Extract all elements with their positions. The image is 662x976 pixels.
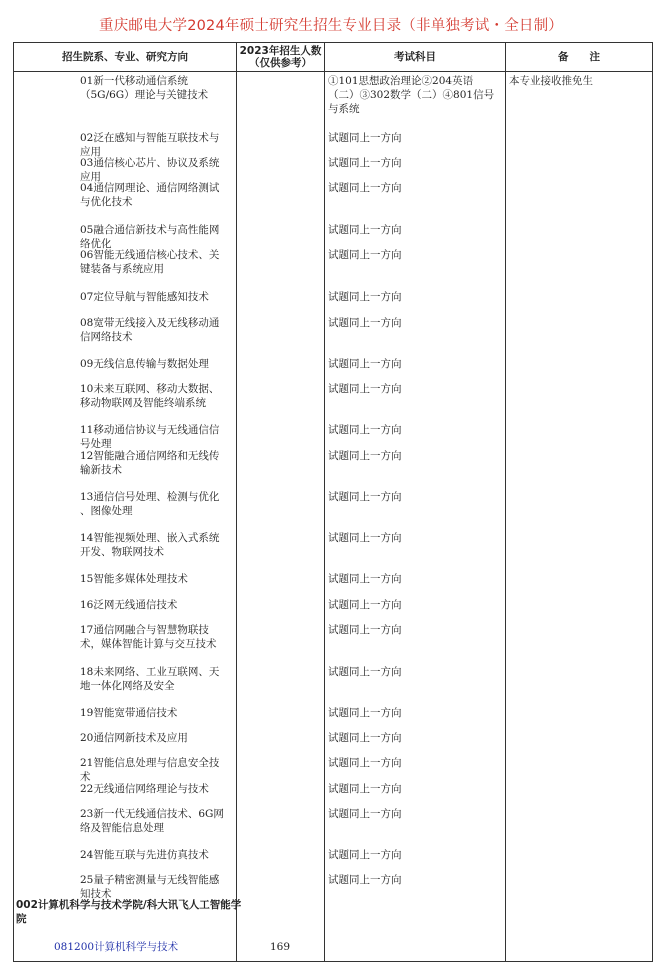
research-direction: 10未来互联网、移动大数据、 移动物联网及智能终端系统: [80, 383, 220, 409]
exam-subjects-cell: 试题同上一方向: [328, 182, 402, 194]
exam-subjects-cell: 试题同上一方向: [328, 132, 402, 144]
research-direction: 14智能视频处理、嵌入式系统 开发、物联网技术: [80, 532, 220, 558]
header-enrollment-line1: 2023年招生人数: [239, 45, 322, 57]
research-direction: 18未来网络、工业互联网、天 地一体化网络及安全: [80, 666, 220, 692]
exam-subjects-cell: 试题同上一方向: [328, 808, 402, 820]
exam-subjects-cell: 试题同上一方向: [328, 157, 402, 169]
exam-subjects-cell: 试题同上一方向: [328, 874, 402, 886]
exam-subjects-cell: 试题同上一方向: [328, 358, 402, 370]
exam-subjects-cell: 试题同上一方向: [328, 383, 402, 395]
department-name: 002计算机科学与技术学院/科大讯飞人工智能学院: [16, 899, 242, 925]
column-divider: [324, 43, 325, 961]
research-direction: 09无线信息传输与数据处理: [80, 358, 209, 370]
research-direction: 04通信网理论、通信网络测试 与优化技术: [80, 182, 220, 208]
exam-subjects-cell: 试题同上一方向: [328, 783, 402, 795]
exam-subjects-cell: ①101思想政治理论②204英语 （二）③302数学（二）④801信号 与系统: [328, 75, 495, 115]
research-direction: 20通信网新技术及应用: [80, 732, 188, 744]
exam-subjects-cell: 试题同上一方向: [328, 666, 402, 678]
exam-subjects-cell: 试题同上一方向: [328, 707, 402, 719]
exam-subjects-cell: 试题同上一方向: [328, 732, 402, 744]
research-direction: 21智能信息处理与信息安全技 术: [80, 757, 220, 783]
research-direction: 25量子精密测量与无线智能感 知技术: [80, 874, 220, 900]
exam-subjects-cell: 试题同上一方向: [328, 624, 402, 636]
page-title: 重庆邮电大学2024年硕士研究生招生专业目录（非单独考试・全日制）: [99, 18, 563, 34]
research-direction: 12智能融合通信网络和无线传 输新技术: [80, 450, 220, 476]
exam-subjects-cell: 试题同上一方向: [328, 599, 402, 611]
exam-subjects-cell: 试题同上一方向: [328, 224, 402, 236]
exam-subjects-cell: 试题同上一方向: [328, 291, 402, 303]
exam-subjects-cell: 试题同上一方向: [328, 424, 402, 436]
exam-subjects-cell: 试题同上一方向: [328, 450, 402, 462]
research-direction: 22无线通信网络理论与技术: [80, 783, 209, 795]
remark-text: 本专业接收推免生: [509, 75, 593, 87]
research-direction: 02泛在感知与智能互联技术与 应用: [80, 132, 220, 158]
research-direction: 19智能宽带通信技术: [80, 707, 178, 719]
header-enrollment-line2: （仅供参考）: [249, 57, 312, 69]
exam-subjects-cell: 试题同上一方向: [328, 491, 402, 503]
exam-subjects-cell: 试题同上一方向: [328, 532, 402, 544]
exam-subjects-cell: 试题同上一方向: [328, 317, 402, 329]
exam-subjects-cell: 试题同上一方向: [328, 249, 402, 261]
header-direction: 招生院系、专业、研究方向: [62, 51, 188, 63]
research-direction: 16泛网无线通信技术: [80, 599, 178, 611]
research-direction: 03通信核心芯片、协议及系统 应用: [80, 157, 220, 183]
header-divider: [14, 71, 652, 72]
research-direction: 08宽带无线接入及无线移动通 信网络技术: [80, 317, 220, 343]
research-direction: 06智能无线通信核心技术、关 键装备与系统应用: [80, 249, 220, 275]
research-direction: 13通信信号处理、检测与优化 、图像处理: [80, 491, 220, 517]
research-direction: 11移动通信协议与无线通信信 号处理: [80, 424, 220, 450]
header-exam-subjects: 考试科目: [394, 51, 436, 63]
research-direction: 17通信网融合与智慧物联技 术，媒体智能计算与交互技术: [80, 624, 217, 650]
research-direction: 24智能互联与先进仿真技术: [80, 849, 209, 861]
catalog-table: [13, 42, 653, 962]
exam-subjects-cell: 试题同上一方向: [328, 849, 402, 861]
header-enrollment: [237, 43, 324, 71]
research-direction: 01新一代移动通信系统 （5G/6G）理论与关键技术: [80, 75, 209, 101]
exam-subjects-cell: 试题同上一方向: [328, 573, 402, 585]
exam-subjects-cell: 试题同上一方向: [328, 757, 402, 769]
major-name: 081200计算机科学与技术: [54, 941, 179, 953]
research-direction: 07定位导航与智能感知技术: [80, 291, 209, 303]
research-direction: 15智能多媒体处理技术: [80, 573, 188, 585]
header-remarks: 备 注: [558, 51, 600, 63]
research-direction: 23新一代无线通信技术、6G网 络及智能信息处理: [80, 808, 224, 834]
major-enrollment-count: 169: [269, 941, 291, 953]
research-direction: 05融合通信新技术与高性能网 络优化: [80, 224, 220, 250]
